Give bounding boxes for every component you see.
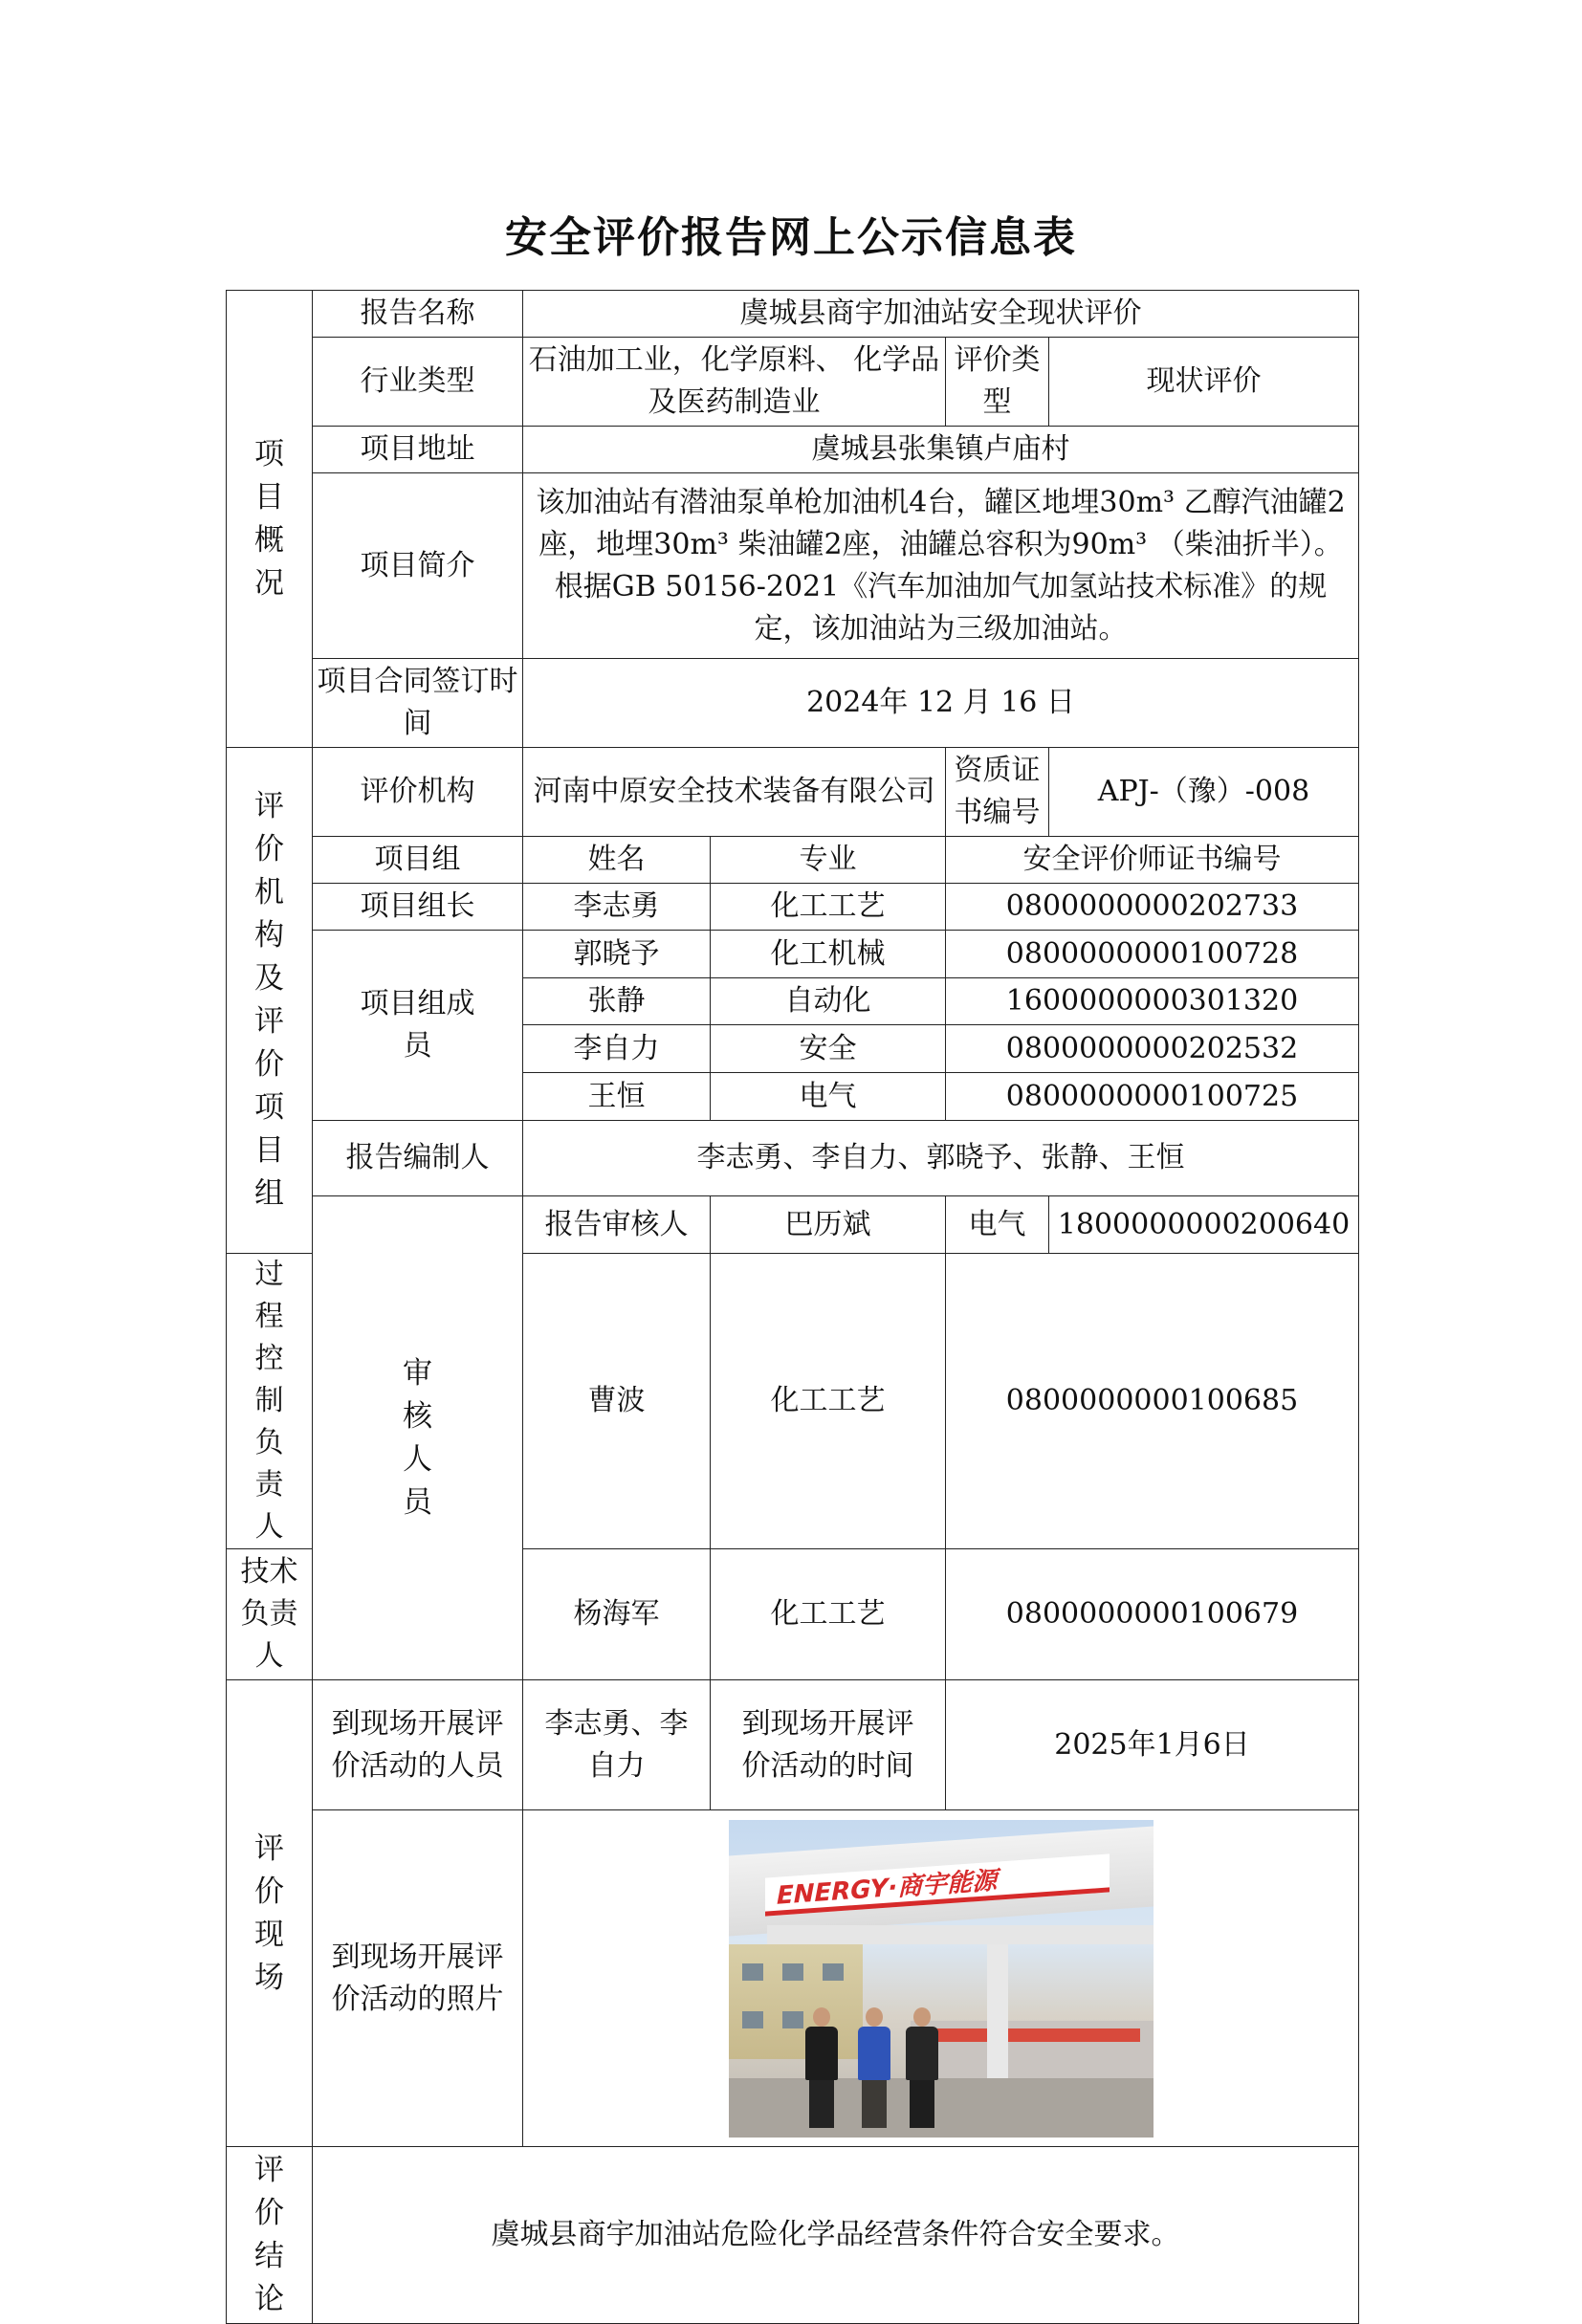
section-char: 核: [403, 1398, 432, 1434]
section-char: 构: [254, 918, 284, 953]
industry-value: 石油加工业，化学原料、 化学品及医药制造业: [523, 338, 946, 427]
section-site: [227, 1680, 313, 2147]
cert-label: 资质证书编号: [946, 748, 1049, 837]
review-cert: 1800000000200640: [1049, 1196, 1359, 1254]
group-label: 项目组: [313, 837, 523, 884]
review-role: 过程控制负责人: [227, 1254, 313, 1549]
review-name: 杨海军: [523, 1549, 711, 1680]
authors-value: 李志勇、李自力、郭晓予、张静、王恒: [523, 1121, 1359, 1196]
section-char: 场: [254, 1960, 284, 1995]
industry-label: 行业类型: [313, 338, 523, 427]
site-time-label: 到现场开展评价活动的时间: [711, 1680, 946, 1810]
report-name-label: 报告名称: [313, 291, 523, 338]
review-major: 化工工艺: [711, 1254, 946, 1549]
review-role: 技术负责人: [227, 1549, 313, 1680]
review-cert: 0800000000100679: [946, 1549, 1359, 1680]
person-figure: [906, 2007, 938, 2128]
person-figure: [858, 2007, 890, 2128]
section-char: 价: [254, 1047, 284, 1082]
member-name: 郭晓予: [523, 931, 711, 978]
member-cert: 0800000000202532: [946, 1025, 1359, 1073]
conclusion-text: 虞城县商宇加油站危险化学品经营条件符合安全要求。: [313, 2147, 1359, 2324]
canopy-underside: [767, 1925, 1154, 1944]
eval-type-value: 现状评价: [1049, 338, 1359, 427]
member-major: 化工机械: [711, 931, 946, 978]
review-role: 报告审核人: [523, 1196, 711, 1254]
address-value: 虞城县张集镇卢庙村: [523, 427, 1359, 473]
site-photo-label: 到现场开展评价活动的照片: [313, 1810, 523, 2147]
ground: [729, 2078, 1154, 2138]
section-char: 项: [254, 436, 284, 471]
member-cert: 1600000000301320: [946, 978, 1359, 1025]
station-shop: [911, 2021, 1154, 2078]
cert-value: APJ-（豫）-008: [1049, 748, 1359, 837]
site-photo-cell: [523, 1810, 1359, 2147]
person-figure: [805, 2007, 838, 2128]
member-name: 李自力: [523, 1025, 711, 1073]
review-name: 曹波: [523, 1254, 711, 1549]
agency-label: 评价机构: [313, 748, 523, 837]
section-char: 价: [254, 2196, 284, 2230]
intro-label: 项目简介: [313, 473, 523, 659]
section-char: 评: [254, 1831, 284, 1866]
section-conclusion: [227, 2147, 313, 2324]
section-char: 概: [254, 522, 284, 558]
section-char: 论: [254, 2282, 284, 2316]
section-char: 人: [403, 1441, 432, 1477]
section-char: 价: [254, 832, 284, 866]
site-photo: [729, 1820, 1154, 2138]
table-row: [227, 931, 1359, 978]
section-overview: [227, 291, 313, 748]
agency-value: 河南中原安全技术装备有限公司: [523, 748, 946, 837]
site-staff: 李志勇、李自力: [523, 1680, 711, 1810]
building: [729, 1944, 863, 2059]
review-name: 巴历斌: [711, 1196, 946, 1254]
section-char: 评: [254, 1004, 284, 1039]
page-title: 安全评价报告网上公示信息表: [505, 213, 1077, 262]
col-major-header: 专业: [711, 837, 946, 884]
section-org: [227, 748, 313, 1254]
member-major: 安全: [711, 1025, 946, 1073]
section-char: 项: [254, 1090, 284, 1125]
contract-label: 项目合同签订时间: [313, 659, 523, 748]
section-char: 评: [254, 789, 284, 823]
table-row: [227, 1196, 1359, 1254]
section-char: 评: [254, 2153, 284, 2187]
section-char: 及: [254, 961, 284, 996]
address-label: 项目地址: [313, 427, 523, 473]
review-major: 电气: [946, 1196, 1049, 1254]
member-cert: 0800000000100728: [946, 931, 1359, 978]
report-name: 虞城县商宇加油站安全现状评价: [523, 291, 1359, 338]
section-char: 审: [403, 1355, 432, 1391]
leader-cert: 0800000000202733: [946, 884, 1359, 931]
col-cert-header: 安全评价师证书编号: [946, 837, 1359, 884]
col-name-header: 姓名: [523, 837, 711, 884]
section-char: 员: [403, 1484, 432, 1520]
contract-date: 2024年 12 月 16 日: [523, 659, 1359, 748]
authors-label: 报告编制人: [313, 1121, 523, 1196]
member-major: 电气: [711, 1073, 946, 1121]
canopy-sign-text: ENERGY·商宇能源: [776, 1866, 997, 1911]
section-char: 机: [254, 875, 284, 910]
leader-name: 李志勇: [523, 884, 711, 931]
member-name: 张静: [523, 978, 711, 1025]
section-char: 组: [254, 1176, 284, 1211]
section-char: 价: [254, 1874, 284, 1909]
canopy-pillar: [987, 1944, 1008, 2088]
review-major: 化工工艺: [711, 1549, 946, 1680]
intro-value: 该加油站有潜油泵单枪加油机4台，罐区地埋30m³ 乙醇汽油罐2座，地埋30m³ 柴油罐2座，油罐总容积为90m³ （柴油折半）。根据GB 50156-2021《汽车加油加气加氢站技术标准》的规定，该加油站为三级加油站。: [523, 473, 1359, 659]
section-char: 结: [254, 2239, 284, 2273]
site-staff-label: 到现场开展评价活动的人员: [313, 1680, 523, 1810]
member-cert: 0800000000100725: [946, 1073, 1359, 1121]
leader-major: 化工工艺: [711, 884, 946, 931]
member-name: 王恒: [523, 1073, 711, 1121]
section-char: 况: [254, 565, 284, 601]
section-review: [313, 1196, 523, 1680]
member-major: 自动化: [711, 978, 946, 1025]
info-table: [226, 290, 1359, 2324]
eval-type-label: 评价类型: [946, 338, 1049, 427]
members-label: 项目组成员: [313, 931, 523, 1121]
leader-label: 项目组长: [313, 884, 523, 931]
section-char: 目: [254, 479, 284, 515]
section-char: 现: [254, 1917, 284, 1952]
section-char: 目: [254, 1133, 284, 1168]
site-time: 2025年1月6日: [946, 1680, 1359, 1810]
review-cert: 0800000000100685: [946, 1254, 1359, 1549]
